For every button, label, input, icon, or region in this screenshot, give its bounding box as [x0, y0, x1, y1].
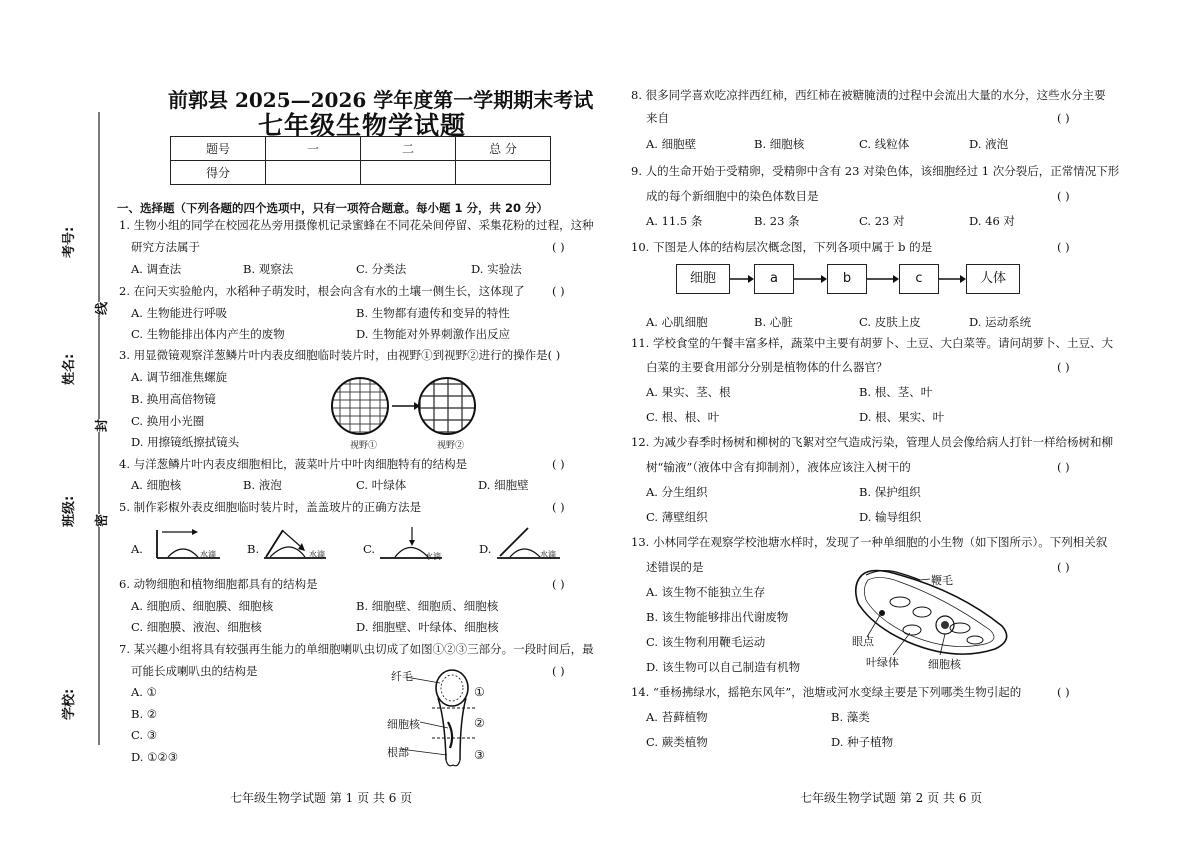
- q13-option-d[interactable]: D. 该生物可以自己制造有机物: [646, 660, 801, 674]
- q13-option-c[interactable]: C. 该生物利用鞭毛运动: [646, 635, 766, 649]
- score-header-cell: 二: [361, 137, 456, 161]
- score-input-cell[interactable]: [456, 161, 551, 185]
- q13-stem-2: 述错误的是: [646, 560, 704, 574]
- q5-stem: 5. 制作彩椒外表皮细胞临时装片时，盖盖玻片的正确方法是: [119, 500, 422, 514]
- exam-title: 前郭县 2025—2026 学年度第一学期期末考试: [168, 88, 594, 112]
- q5-option-d[interactable]: D.: [479, 542, 492, 556]
- q2-option-a[interactable]: A. 生物能进行呼吸: [131, 306, 228, 320]
- view-2-label: 视野②: [437, 441, 465, 451]
- cilia-label: 纤毛: [391, 670, 413, 683]
- q5-option-a[interactable]: A.: [131, 542, 143, 556]
- score-input-cell[interactable]: [361, 161, 456, 185]
- q9-option-b[interactable]: B. 23 条: [754, 214, 800, 228]
- q8-stem: 8. 很多同学喜欢吃凉拌西红柿，西红柿在被糖腌渍的过程中会流出大量的水分，这些水分主要: [631, 88, 1106, 102]
- water-drop-label: 水滴: [540, 550, 556, 559]
- score-table: [170, 136, 551, 185]
- q9-stem-2: 成的每个新细胞中的染色体数目是: [646, 189, 819, 203]
- q11-stem: 11. 学校食堂的午餐丰富多样，蔬菜中主要有胡萝卜、土豆、大白菜等。请问胡萝卜、土豆、大: [631, 336, 1113, 350]
- q1-stem: 1. 生物小组的同学在校园花丛旁用摄像机记录蜜蜂在不同花朵间停留、采集花粉的过程，这种: [119, 218, 594, 232]
- class-label: 班级:: [62, 495, 77, 527]
- water-drop-label: 水滴: [425, 552, 441, 561]
- flow-box-human: 人体: [966, 264, 1020, 294]
- q3-option-b[interactable]: B. 换用高倍物镜: [131, 392, 216, 406]
- name-label: 姓名:: [62, 353, 77, 385]
- q5-option-c[interactable]: C.: [363, 542, 376, 556]
- flow-box-c: c: [899, 264, 939, 294]
- q9-option-a[interactable]: A. 11.5 条: [646, 214, 703, 228]
- nucleus-label: 细胞核: [928, 658, 961, 671]
- q3-option-d[interactable]: D. 用擦镜纸擦拭镜头: [131, 435, 240, 449]
- q7-stem-2: 可能长成喇叭虫的结构是: [131, 664, 258, 678]
- page-footer-left: 七年级生物学试题 第 1 页 共 6 页: [230, 791, 413, 805]
- q14-stem: 14. “垂杨拂绿水，摇艳东风年”，池塘或河水变绿主要是下列哪类生物引起的: [631, 685, 1022, 699]
- euglena-figure: [0, 0, 1, 1]
- answer-paren[interactable]: ( ): [1057, 189, 1070, 203]
- q12-stem-2: 树“输液”（液体中含有抑制剂），液体应该注入树干的: [646, 460, 911, 474]
- answer-paren[interactable]: ( ): [1057, 360, 1070, 374]
- flow-box-a: a: [754, 264, 794, 294]
- q9-option-d[interactable]: D. 46 对: [969, 214, 1015, 228]
- answer-paren[interactable]: ( ): [1057, 685, 1070, 699]
- part-3-mark: ③: [474, 748, 485, 762]
- q12-stem: 12. 为减少春季时杨树和柳树的飞絮对空气造成污染，管理人员会像给病人打针一样给杨树和柳: [631, 435, 1113, 449]
- q14-option-b[interactable]: B. 藻类: [831, 710, 870, 724]
- q8-option-a[interactable]: A. 细胞壁: [646, 137, 697, 151]
- score-label-cell: 得分: [171, 161, 266, 185]
- q12-option-d[interactable]: D. 输导组织: [859, 510, 922, 524]
- q9-option-c[interactable]: C. 23 对: [859, 214, 905, 228]
- q3-option-c[interactable]: C. 换用小光圈: [131, 414, 205, 428]
- q1-stem-2: 研究方法属于: [131, 240, 200, 254]
- view-1-label: 视野①: [350, 441, 378, 451]
- nucleus-label: 细胞核: [387, 718, 420, 731]
- binding-mark-seal: 封: [91, 419, 110, 432]
- q10-stem: 10. 下图是人体的结构层次概念图，下列各项中属于 b 的是: [631, 240, 933, 254]
- q5-option-b[interactable]: B.: [247, 542, 260, 556]
- score-header-cell: 题号: [171, 137, 266, 161]
- answer-paren[interactable]: ( ): [1057, 560, 1070, 574]
- q4-option-b[interactable]: B. 液泡: [243, 478, 282, 492]
- answer-paren[interactable]: ( ): [552, 240, 565, 254]
- eyespot-label: 眼点: [852, 635, 874, 648]
- q11-stem-2: 白菜的主要食用部分分别是植物体的什么器官？: [646, 360, 888, 374]
- q6-option-b[interactable]: B. 细胞壁、细胞质、细胞核: [356, 599, 499, 613]
- q7-option-a[interactable]: A. ①: [131, 685, 157, 699]
- answer-paren[interactable]: ( ): [552, 457, 565, 471]
- root-label: 根部: [387, 746, 409, 759]
- q11-option-d[interactable]: D. 根、果实、叶: [859, 410, 945, 424]
- q8-option-b[interactable]: B. 细胞核: [754, 137, 805, 151]
- q13-stem: 13. 小林同学在观察学校池塘水样时，发现了一种单细胞的小生物（如下图所示）。下列相关叙: [631, 535, 1108, 549]
- answer-paren[interactable]: ( ): [1057, 460, 1070, 474]
- q11-option-c[interactable]: C. 根、根、叶: [646, 410, 720, 424]
- q6-option-a[interactable]: A. 细胞质、细胞膜、细胞核: [131, 599, 274, 613]
- answer-paren[interactable]: ( ): [552, 664, 565, 678]
- q10-option-b[interactable]: B. 心脏: [754, 315, 793, 329]
- answer-paren[interactable]: ( ): [1057, 240, 1070, 254]
- q11-option-a[interactable]: A. 果实、茎、根: [646, 385, 731, 399]
- q3-stem: 3. 用显微镜观察洋葱鳞片叶内表皮细胞临时装片时，由视野①到视野②进行的操作是( ): [119, 348, 561, 362]
- exam-subtitle: 七年级生物学试题: [258, 111, 467, 140]
- q7-option-d[interactable]: D. ①②③: [131, 750, 179, 764]
- flow-box-cell: 细胞: [676, 264, 730, 294]
- q7-option-b[interactable]: B. ②: [131, 707, 158, 721]
- score-header-cell: 总 分: [456, 137, 551, 161]
- exam-number-label: 考号:: [62, 226, 77, 258]
- q2-option-c[interactable]: C. 生物能排出体内产生的废物: [131, 327, 285, 341]
- q6-option-d[interactable]: D. 细胞壁、叶绿体、细胞核: [356, 620, 499, 634]
- q3-option-a[interactable]: A. 调节细准焦螺旋: [131, 370, 228, 384]
- q12-option-a[interactable]: A. 分生组织: [646, 485, 708, 499]
- q2-option-d[interactable]: D. 生物能对外界刺激作出反应: [356, 327, 511, 341]
- q13-option-a[interactable]: A. 该生物不能独立生存: [646, 585, 766, 599]
- water-drop-label: 水滴: [309, 550, 325, 559]
- q12-option-b[interactable]: B. 保护组织: [859, 485, 921, 499]
- answer-paren[interactable]: ( ): [552, 284, 565, 298]
- q8-option-d[interactable]: D. 液泡: [969, 137, 1009, 151]
- q1-option-b[interactable]: B. 观察法: [243, 262, 294, 276]
- flow-box-b: b: [827, 264, 867, 294]
- q9-stem: 9. 人的生命开始于受精卵，受精卵中含有 23 对染色体，该细胞经过 1 次分裂后，正常情况下形: [631, 164, 1120, 178]
- q6-stem: 6. 动物细胞和植物细胞都具有的结构是: [119, 577, 318, 591]
- binding-mark-close: 密: [91, 514, 110, 527]
- q12-option-c[interactable]: C. 薄壁组织: [646, 510, 708, 524]
- q14-option-c[interactable]: C. 蕨类植物: [646, 735, 708, 749]
- score-header-cell: 一: [266, 137, 361, 161]
- q2-option-b[interactable]: B. 生物都有遗传和变异的特性: [356, 306, 510, 320]
- q10-option-d[interactable]: D. 运动系统: [969, 315, 1032, 329]
- answer-paren[interactable]: ( ): [552, 577, 565, 591]
- q8-option-c[interactable]: C. 线粒体: [859, 137, 910, 151]
- q1-option-d[interactable]: D. 实验法: [471, 262, 522, 276]
- q7-stem: 7. 某兴趣小组将具有较强再生能力的单细胞喇叭虫切成了如图①②③三部分。一段时间后，最: [119, 642, 594, 656]
- q4-option-d[interactable]: D. 细胞壁: [478, 478, 529, 492]
- q6-option-c[interactable]: C. 细胞膜、液泡、细胞核: [131, 620, 262, 634]
- answer-paren[interactable]: ( ): [1057, 111, 1070, 125]
- part-2-mark: ②: [474, 716, 485, 730]
- q14-option-a[interactable]: A. 苔藓植物: [646, 710, 708, 724]
- answer-paren[interactable]: ( ): [552, 500, 565, 514]
- water-drop-label: 水滴: [200, 550, 216, 559]
- q4-option-a[interactable]: A. 细胞核: [131, 478, 182, 492]
- q4-option-c[interactable]: C. 叶绿体: [356, 478, 407, 492]
- q7-option-c[interactable]: C. ③: [131, 728, 158, 742]
- q1-option-c[interactable]: C. 分类法: [356, 262, 407, 276]
- q14-option-d[interactable]: D. 种子植物: [831, 735, 894, 749]
- flagellum-label: 鞭毛: [931, 574, 953, 587]
- score-input-cell[interactable]: [266, 161, 361, 185]
- binding-mark-line: 线: [91, 302, 110, 315]
- q13-option-b[interactable]: B. 该生物能够排出代谢废物: [646, 610, 789, 624]
- page-footer-right: 七年级生物学试题 第 2 页 共 6 页: [800, 791, 983, 805]
- q4-stem: 4. 与洋葱鳞片叶内表皮细胞相比，菠菜叶片中叶肉细胞特有的结构是: [119, 457, 468, 471]
- q1-option-a[interactable]: A. 调查法: [131, 262, 182, 276]
- chloroplast-label: 叶绿体: [866, 656, 899, 669]
- part-1-mark: ①: [474, 685, 485, 699]
- q11-option-b[interactable]: B. 根、茎、叶: [859, 385, 933, 399]
- school-label: 学校:: [62, 688, 77, 720]
- q8-stem-2: 来自: [646, 111, 669, 125]
- q10-option-c[interactable]: C. 皮肤上皮: [859, 315, 921, 329]
- q10-option-a[interactable]: A. 心肌细胞: [646, 315, 708, 329]
- section-heading: 一、选择题（下列各题的四个选项中，只有一项符合题意。每小题 1 分，共 20 分）: [117, 201, 549, 215]
- q2-stem: 2. 在问天实验舱内，水稻种子萌发时，根会向含有水的土壤一侧生长，这体现了: [119, 284, 525, 298]
